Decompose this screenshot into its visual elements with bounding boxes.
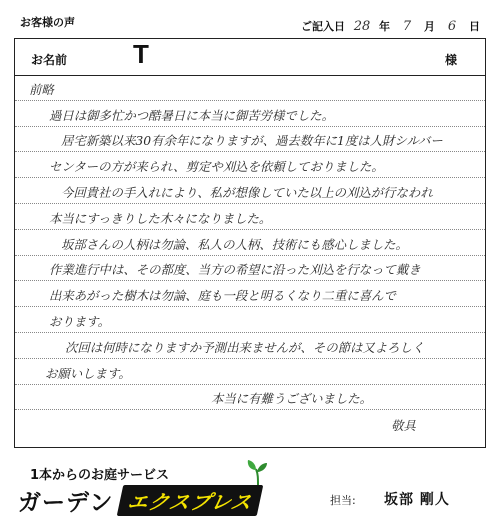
letter-text: センターの方が来られ、剪定や刈込を依頼しておりました。 [49, 159, 384, 175]
letter-line [15, 230, 485, 256]
day-unit: 日 [469, 20, 480, 33]
letter-text: 次回は何時になりますか予測出来ませんが、その節は又よろしく [65, 339, 425, 355]
letter-line [15, 307, 485, 333]
name-label: お名前 [31, 53, 68, 67]
month-unit: 月 [424, 20, 435, 33]
letter-line [15, 359, 485, 385]
date-day: 6 [447, 19, 457, 34]
letter-line [15, 385, 485, 411]
letter-text: 過日は御多忙かつ酷暑日に本当に御苦労様でした。 [49, 107, 334, 123]
letter-text: お願いします。 [45, 365, 131, 381]
letter-text: 前略 [29, 81, 54, 97]
name-row [15, 39, 485, 76]
brand-logo [18, 484, 260, 517]
letter-frame [14, 38, 486, 448]
letter-line [15, 127, 485, 153]
handwritten-letter [15, 75, 485, 447]
brand-name-garden: ガーデン [18, 490, 114, 516]
section-title: お客様の声 [20, 16, 75, 29]
letter-text: 出来あがった樹木は勿論、庭も一段と明るくなり二重に喜んで [49, 288, 396, 304]
letter-text: おります。 [49, 313, 110, 329]
letter-line [15, 256, 485, 282]
brand-name-express: エクスプレス [116, 485, 263, 516]
year-unit: 年 [379, 20, 390, 33]
date-month: 7 [402, 19, 412, 34]
customer-name: T [133, 39, 149, 69]
letter-text: 今回貴社の手入れにより、私が想像していた以上の刈込が行なわれ [61, 184, 433, 200]
letter-line [15, 152, 485, 178]
sprout-icon [244, 458, 272, 486]
letter-text: 本当にすっきりした木々になりました。 [49, 210, 272, 226]
closing-text: 敬具 [391, 418, 416, 434]
entry-date [301, 18, 480, 34]
letter-text: 作業進行中は、その都度、当方の希望に沿った刈込を行なって戴き [49, 262, 421, 278]
letter-line [15, 178, 485, 204]
letter-text: 本当に有難うございました。 [211, 391, 373, 407]
letter-text: 居宅新築以来30有余年になりますが、過去数年に1度は人財シルバー [61, 133, 443, 149]
staff-name: 坂部 剛人 [384, 492, 450, 508]
letter-line [15, 281, 485, 307]
letter-line [15, 75, 485, 101]
name-suffix: 様 [444, 53, 457, 67]
letter-line [15, 410, 485, 436]
customer-voice-form [14, 8, 486, 448]
letter-line [15, 101, 485, 127]
service-tagline: 1本からのお庭サービス [30, 468, 170, 483]
date-label: ご記入日 [301, 20, 345, 33]
letter-text: 坂部さんの人柄は勿論、私人の人柄、技術にも感心しました。 [61, 236, 408, 252]
company-footer [0, 458, 500, 520]
letter-line [15, 333, 485, 359]
date-year: 28 [353, 19, 371, 34]
staff-label: 担当: [330, 494, 356, 507]
letter-line [15, 204, 485, 230]
